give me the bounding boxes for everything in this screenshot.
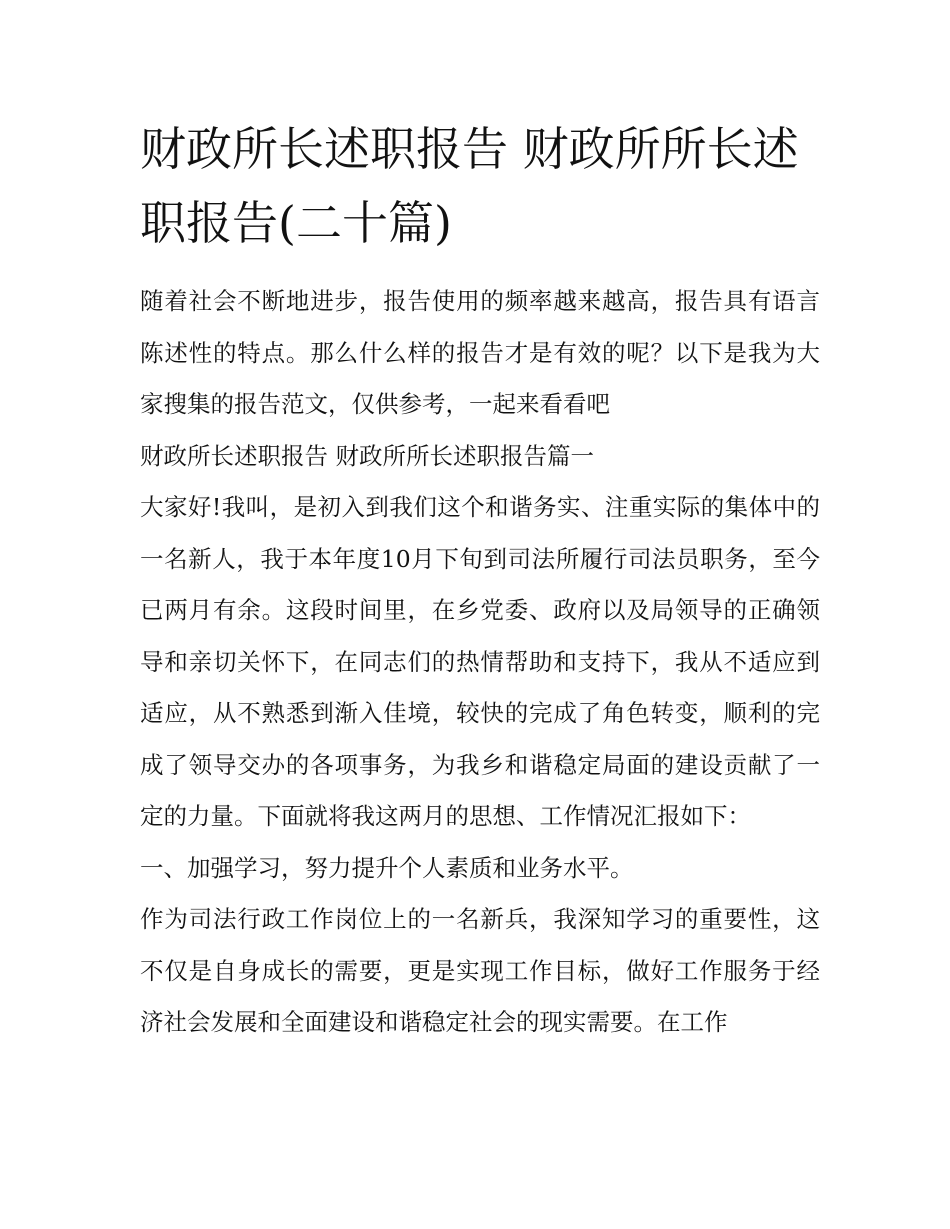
document-title: 财政所长述职报告 财政所所长述职报告(二十篇)	[140, 122, 799, 250]
subsection-heading: 一、加强学习，努力提升个人素质和业务水平。	[140, 853, 634, 882]
document-body	[140, 276, 820, 1049]
intro-paragraph: 随着社会不断地进步，报告使用的频率越来越高，报告具有语言陈述性的特点。那么什么样的报告才是有效的呢？以下是我为大家搜集的报告范文，仅供参考，一起来看看吧	[140, 287, 820, 418]
body-paragraph: 作为司法行政工作岗位上的一名新兵，我深知学习的重要性，这不仅是自身成长的需要，更是实现工作目标，做好工作服务于经济社会发展和全面建设和谐稳定社会的现实需要。在工作	[140, 905, 820, 1036]
body-paragraph: 大家好!我叫，是初入到我们这个和谐务实、注重实际的集体中的一名新人，我于本年度10月下旬到司法所履行司法员职务，至今已两月有余。这段时间里，在乡党委、政府以及局领导的正确领导和亲切关怀下，在同志们的热情帮助和支持下，我从不适应到适应，从不熟悉到渐入佳境，较快的完成了角色转变，顺利的完成了领导交办的各项事务，为我乡和谐稳定局面的建设贡献了一定的力量。下面就将我这两月的思想、工作情况汇报如下：	[140, 493, 820, 830]
section-heading: 财政所长述职报告 财政所所长述职报告篇一	[140, 441, 594, 470]
